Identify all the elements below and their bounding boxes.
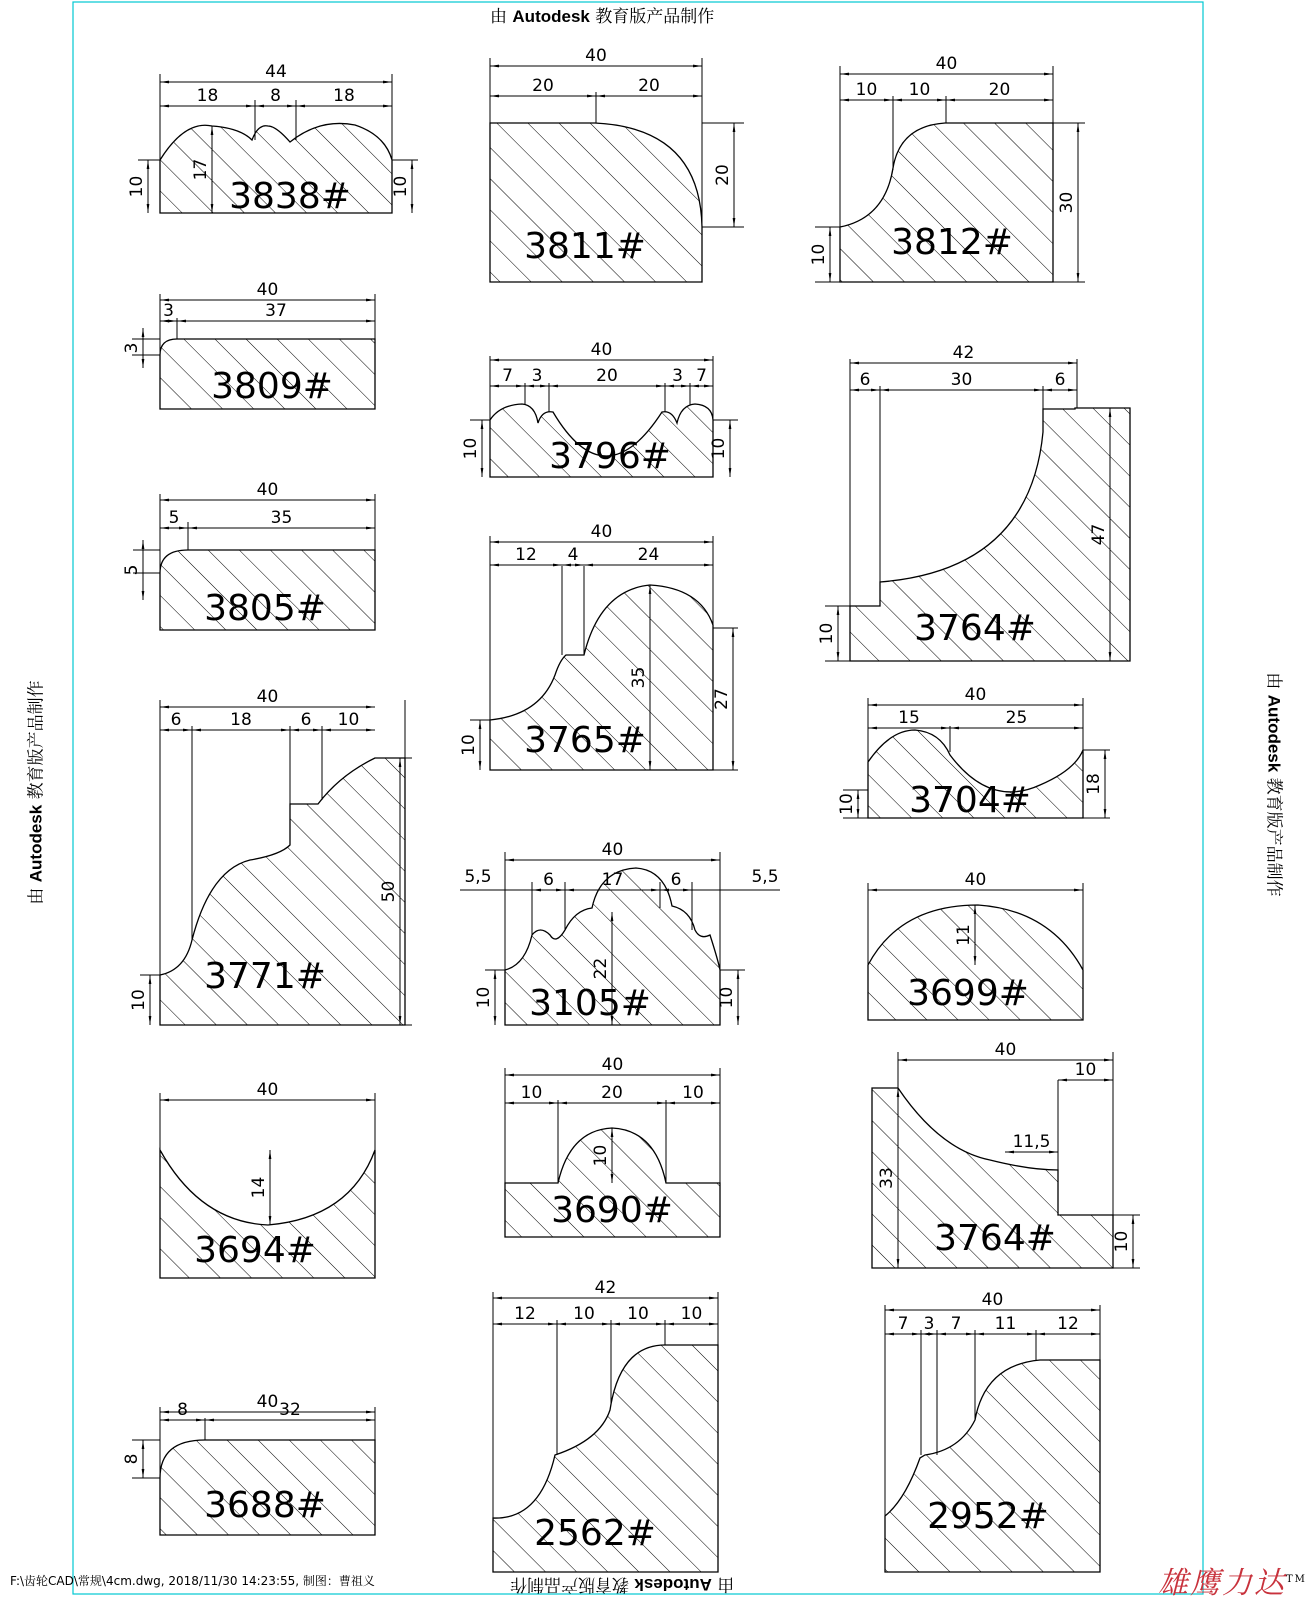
- dimension-value: 40: [256, 480, 279, 500]
- profile-label: 3690#: [551, 1190, 673, 1231]
- profile-2562: [493, 1278, 718, 1572]
- profile-label: 3809#: [211, 366, 333, 407]
- dimension-value: 10: [129, 989, 149, 1011]
- dimension-value: 10: [520, 1083, 543, 1103]
- dimension-value: 10: [855, 80, 878, 100]
- profile-2952: [885, 1290, 1100, 1572]
- profile-3796: [461, 340, 738, 477]
- dimension-value: 20: [532, 76, 554, 96]
- dimension-value: 10: [127, 175, 147, 198]
- profile-3812: [809, 54, 1085, 282]
- profile-3764a: [817, 343, 1130, 661]
- profile-3838: [127, 62, 418, 217]
- profile-3809: [122, 280, 375, 409]
- profile-3690: [505, 1055, 720, 1237]
- profile-label: 3765#: [524, 720, 646, 761]
- dimension-value: 10: [337, 710, 360, 730]
- profile-label: 3105#: [529, 983, 651, 1024]
- dimension-value: 6: [543, 870, 554, 890]
- dimension-value: 24: [637, 545, 660, 565]
- profile-label: 3688#: [204, 1485, 326, 1526]
- dimension-value: 17: [191, 158, 211, 181]
- profile-label: 3838#: [229, 176, 351, 217]
- watermark-left: [22, 680, 47, 904]
- dimension-value: 10: [717, 986, 737, 1009]
- dimension-value: 50: [379, 880, 399, 903]
- dimension-value: 40: [256, 1080, 279, 1100]
- profile-group: [122, 46, 1140, 1572]
- dimension-value: 40: [964, 870, 987, 890]
- profile-3699: [868, 870, 1083, 1020]
- dimension-value: 30: [1057, 191, 1077, 214]
- dimension-value: 18: [230, 710, 252, 730]
- dimension-value: 40: [601, 1055, 624, 1075]
- dimension-value: 3: [923, 1314, 935, 1334]
- dimension-value: 5: [122, 564, 142, 576]
- dimension-value: 25: [1005, 708, 1028, 728]
- dimension-value: 40: [256, 280, 279, 300]
- profile-label: 3694#: [194, 1230, 316, 1271]
- profile-label: 3764#: [914, 608, 1036, 649]
- dimension-value: 12: [1057, 1314, 1079, 1334]
- watermark-top: [490, 2, 714, 27]
- dimension-value: 30: [950, 370, 973, 390]
- dimension-value: 10: [837, 793, 857, 815]
- dimension-value: 40: [935, 54, 958, 74]
- profile-3694: [160, 1080, 375, 1278]
- logo-tm: TM: [1286, 1574, 1307, 1585]
- profile-label: 3771#: [204, 956, 326, 997]
- dimension-value: 17: [601, 870, 624, 890]
- dimension-value: 6: [170, 710, 182, 730]
- dimension-value: 10: [682, 1083, 704, 1103]
- dimension-value: 10: [573, 1304, 595, 1324]
- dimension-value: 20: [988, 80, 1011, 100]
- dimension-value: 7: [950, 1314, 962, 1334]
- dimension-value: 6: [670, 870, 682, 890]
- dimension-value: 6: [300, 710, 312, 730]
- dimension-value: 10: [591, 1144, 611, 1167]
- dimension-value: 5,5: [751, 867, 779, 887]
- dimension-value: 27: [712, 688, 732, 710]
- dimension-value: 5: [168, 508, 180, 528]
- dimension-value: 10: [809, 243, 829, 266]
- dimension-value: 33: [877, 1167, 897, 1189]
- profile-3704: [837, 685, 1110, 821]
- profile-label: 3699#: [907, 973, 1029, 1014]
- dimension-value: 40: [585, 46, 607, 66]
- profile-outline: [885, 1360, 1100, 1572]
- profile-3105: [460, 840, 780, 1025]
- dimension-value: 18: [1084, 773, 1104, 795]
- dimension-value: 40: [590, 522, 613, 542]
- dimension-value: 42: [594, 1278, 617, 1298]
- dimension-value: 44: [265, 62, 287, 82]
- dimension-value: 3: [122, 342, 142, 354]
- wm-suffix: 教育版产品制作: [26, 680, 47, 800]
- dimension-value: 10: [817, 622, 837, 645]
- dimension-value: 37: [265, 301, 287, 321]
- wm-brand: Autodesk: [634, 1575, 712, 1594]
- profile-3688: [122, 1392, 375, 1535]
- dimension-value: 10: [908, 80, 931, 100]
- dimension-value: 3: [531, 366, 543, 386]
- wm-suffix: 教育版产品制作: [595, 7, 715, 27]
- profile-3771: [129, 687, 412, 1025]
- dimension-value: 40: [256, 1392, 279, 1412]
- dimension-value: 20: [638, 76, 660, 96]
- dimension-value: 47: [1089, 523, 1109, 546]
- profile-label: 2952#: [927, 1496, 1049, 1537]
- profile-label: 3704#: [909, 780, 1031, 821]
- watermark-right: [1264, 672, 1289, 896]
- dimension-value: 10: [709, 437, 729, 460]
- wm-brand: Autodesk: [26, 804, 46, 883]
- dimension-value: 10: [474, 986, 494, 1009]
- dimension-value: 12: [514, 1304, 536, 1324]
- dimension-value: 8: [177, 1400, 188, 1420]
- dimension-value: 40: [601, 840, 624, 860]
- wm-suffix: 教育版产品制作: [510, 1574, 629, 1594]
- dimension-value: 10: [461, 437, 481, 460]
- dimension-value: 7: [502, 366, 513, 386]
- dimension-value: 3: [672, 366, 683, 386]
- dimension-value: 10: [680, 1304, 703, 1324]
- wm-suffix: 教育版产品制作: [1263, 777, 1284, 897]
- wm-brand: Autodesk: [1264, 694, 1284, 773]
- dimension-value: 42: [952, 343, 975, 363]
- dimension-value: 40: [256, 687, 279, 707]
- wm-brand: Autodesk: [512, 7, 590, 26]
- dimension-value: 18: [333, 86, 355, 106]
- profile-label: 3812#: [891, 222, 1013, 263]
- wm-prefix: 由: [490, 7, 507, 27]
- dimension-value: 20: [601, 1083, 623, 1103]
- dimension-value: 5,5: [464, 867, 492, 887]
- file-path-footer: F:\齿轮CAD\常规\4cm.dwg, 2018/11/30 14:23:55, 制图：曹祖义: [10, 1574, 375, 1588]
- dimension-value: 10: [627, 1304, 649, 1324]
- dimension-value: 40: [964, 685, 987, 705]
- dimension-value: 4: [567, 545, 579, 565]
- dimension-value: 11,5: [1012, 1132, 1051, 1152]
- dimension-value: 35: [270, 508, 293, 528]
- dimension-value: 6: [1054, 370, 1066, 390]
- profile-label: 3796#: [549, 436, 671, 477]
- dimension-value: 6: [859, 370, 871, 390]
- dimension-value: 10: [1074, 1060, 1097, 1080]
- dimension-value: 20: [596, 366, 618, 386]
- dimension-value: 10: [459, 734, 479, 756]
- logo-text: 雄鹰力达: [1158, 1566, 1286, 1601]
- dimension-value: 8: [122, 1453, 142, 1465]
- dimension-value: 35: [629, 666, 649, 689]
- profile-label: 2562#: [534, 1513, 656, 1554]
- dimension-value: 20: [713, 164, 733, 186]
- brand-logo: [1158, 1558, 1307, 1602]
- dimension-value: 12: [515, 545, 537, 565]
- profile-3805: [122, 480, 375, 630]
- profile-3811: [490, 46, 744, 282]
- dimension-value: 40: [981, 1290, 1004, 1310]
- dimension-value: 3: [163, 301, 174, 321]
- dimension-value: 14: [249, 1176, 269, 1199]
- dimension-value: 18: [196, 86, 219, 106]
- dimension-value: 11: [954, 924, 974, 946]
- wm-prefix: 由: [26, 887, 47, 905]
- dimension-value: 15: [898, 708, 920, 728]
- profile-label: 3805#: [204, 588, 326, 629]
- dimension-value: 10: [1112, 1230, 1132, 1253]
- profile-label: 3811#: [524, 226, 646, 267]
- dimension-value: 11: [994, 1314, 1017, 1334]
- dimension-value: 40: [994, 1040, 1017, 1060]
- wm-prefix: 由: [717, 1574, 735, 1594]
- watermark-bottom: [510, 1574, 734, 1599]
- dimension-value: 7: [696, 366, 707, 386]
- wm-prefix: 由: [1263, 672, 1284, 690]
- dimension-value: 40: [590, 340, 613, 360]
- dimension-value: 8: [270, 86, 281, 106]
- dimension-value: 22: [591, 957, 611, 980]
- dimension-value: 10: [391, 175, 411, 198]
- dimension-value: 32: [279, 1400, 301, 1420]
- profile-3765: [459, 522, 738, 770]
- dimension-value: 7: [897, 1314, 909, 1334]
- profile-3764b: [872, 1040, 1140, 1268]
- profile-label: 3764#: [934, 1218, 1056, 1259]
